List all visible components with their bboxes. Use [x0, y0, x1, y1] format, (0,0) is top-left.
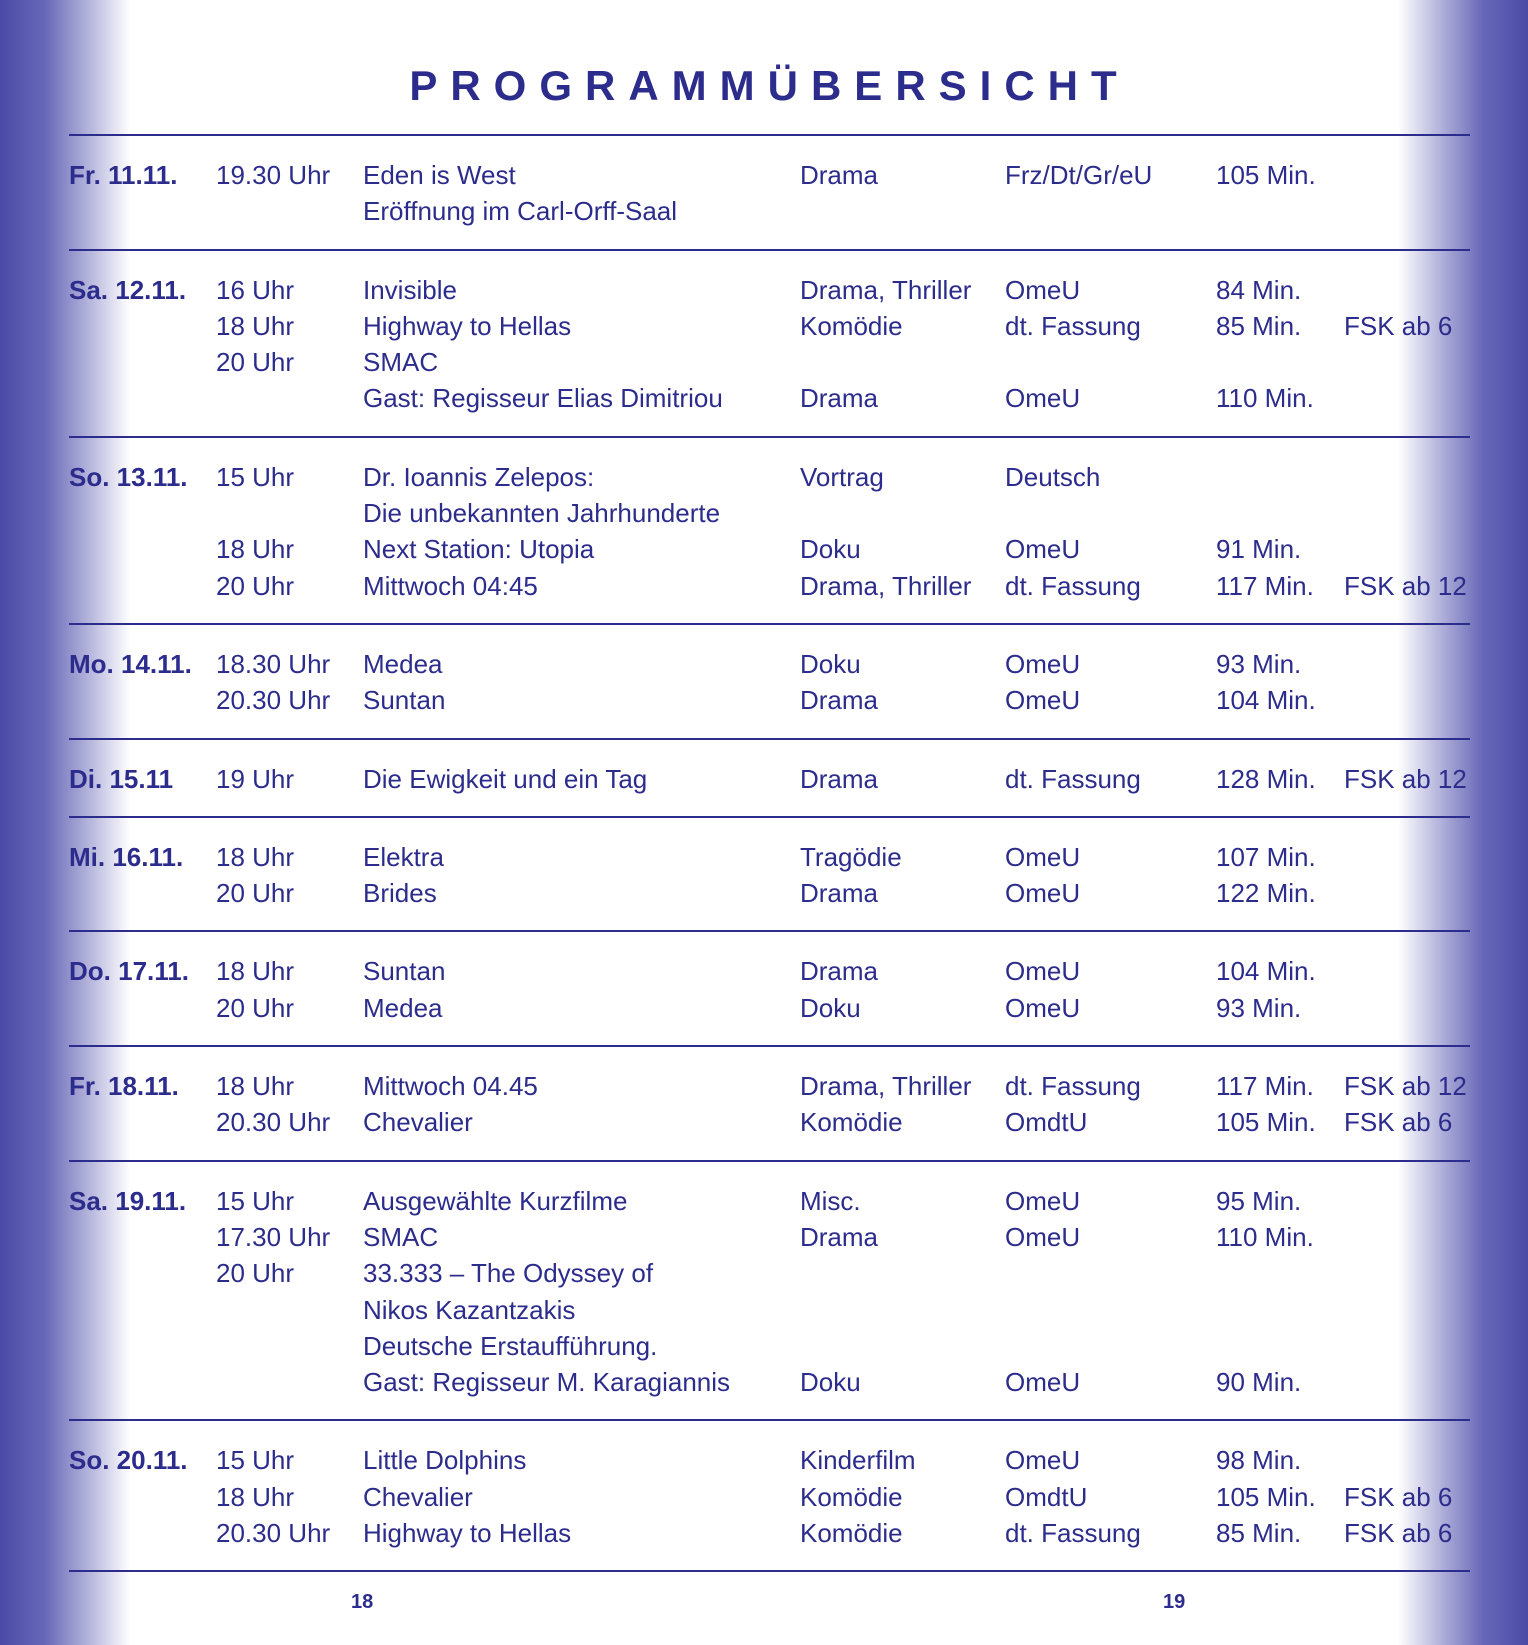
duration-cell — [1216, 1292, 1344, 1328]
screening-row — [69, 1104, 1470, 1140]
date-cell: Sa. 19.11. — [69, 1185, 187, 1216]
screening-row — [69, 839, 1470, 875]
duration-cell: 105 Min. — [1216, 1481, 1316, 1512]
duration-cell: 85 Min. — [1216, 310, 1302, 341]
language-cell — [1005, 344, 1216, 380]
screening-row — [69, 495, 1470, 531]
language-cell: OmeU — [1005, 648, 1081, 679]
fsk-rating-cell — [1344, 1255, 1470, 1291]
time-cell: 15 Uhr — [216, 461, 295, 492]
time-cell — [216, 1364, 363, 1400]
day-block — [69, 1421, 1470, 1572]
date-cell-empty — [69, 1328, 216, 1364]
language-cell: OmeU — [1005, 1445, 1081, 1476]
title-cell: Medea — [363, 992, 443, 1023]
screening-row — [69, 1328, 1470, 1364]
language-cell: OmeU — [1005, 841, 1081, 872]
language-cell: OmeU — [1005, 1221, 1081, 1252]
date-cell: Fr. 18.11. — [69, 1071, 179, 1102]
screening-row — [69, 1255, 1470, 1291]
time-cell: 19 Uhr — [216, 763, 295, 794]
language-cell: OmeU — [1005, 956, 1081, 987]
duration-cell: 91 Min. — [1216, 534, 1302, 565]
time-cell: 16 Uhr — [216, 274, 295, 305]
duration-cell: 105 Min. — [1216, 160, 1316, 190]
duration-cell: 117 Min. — [1216, 570, 1314, 601]
time-cell: 20 Uhr — [216, 570, 295, 601]
day-block — [69, 1162, 1470, 1422]
language-cell — [1005, 495, 1216, 531]
title-cell: Little Dolphins — [363, 1445, 527, 1476]
date-cell-empty — [69, 193, 216, 229]
language-cell: OmeU — [1005, 878, 1081, 909]
time-cell — [216, 380, 363, 416]
duration-cell: 90 Min. — [1216, 1367, 1302, 1398]
duration-cell: 128 Min. — [1216, 763, 1316, 794]
title-cell: Deutsche Erstaufführung. — [363, 1330, 658, 1361]
duration-cell — [1216, 495, 1344, 531]
time-cell: 18 Uhr — [216, 841, 295, 872]
language-cell: dt. Fassung — [1005, 763, 1141, 794]
fsk-rating-cell — [1344, 344, 1470, 380]
fsk-rating-cell — [1344, 157, 1470, 193]
screening-row — [69, 1292, 1470, 1328]
day-block — [69, 136, 1470, 251]
date-cell-empty — [69, 875, 216, 911]
duration-cell — [1216, 344, 1344, 380]
time-cell: 15 Uhr — [216, 1445, 295, 1476]
time-cell: 18 Uhr — [216, 1481, 295, 1512]
fsk-rating-cell: FSK ab 6 — [1344, 310, 1453, 341]
time-cell: 18 Uhr — [216, 1071, 295, 1102]
duration-cell: 85 Min. — [1216, 1518, 1302, 1549]
language-cell: OmeU — [1005, 534, 1081, 565]
genre-cell — [800, 344, 1005, 380]
screening-row — [69, 193, 1470, 229]
duration-cell: 95 Min. — [1216, 1185, 1302, 1216]
title-cell: Medea — [363, 648, 443, 679]
genre-cell: Tragödie — [800, 841, 902, 872]
title-cell: Die Ewigkeit und ein Tag — [363, 763, 648, 794]
duration-cell: 98 Min. — [1216, 1445, 1302, 1476]
duration-cell — [1216, 459, 1344, 495]
time-cell: 18.30 Uhr — [216, 648, 331, 679]
genre-cell — [800, 1328, 1005, 1364]
screening-row — [69, 682, 1470, 718]
day-block — [69, 625, 1470, 740]
time-cell: 18 Uhr — [216, 310, 295, 341]
genre-cell — [800, 1292, 1005, 1328]
title-cell: 33.333 – The Odyssey of — [363, 1258, 654, 1289]
date-cell-empty — [69, 990, 216, 1026]
language-cell — [1005, 1328, 1216, 1364]
fsk-rating-cell — [1344, 193, 1470, 229]
day-block — [69, 1047, 1470, 1162]
time-cell: 20 Uhr — [216, 992, 295, 1023]
duration-cell: 105 Min. — [1216, 1107, 1316, 1138]
language-cell: OmeU — [1005, 1185, 1081, 1216]
page-title: PROGRAMMÜBERSICHT — [409, 62, 1130, 109]
title-cell: Elektra — [363, 841, 444, 872]
duration-cell: 110 Min. — [1216, 383, 1314, 414]
time-cell: 18 Uhr — [216, 956, 295, 987]
time-cell: 20.30 Uhr — [216, 1107, 331, 1138]
date-cell-empty — [69, 568, 216, 604]
fsk-rating-cell: FSK ab 6 — [1344, 1481, 1453, 1512]
fsk-rating-cell — [1344, 646, 1470, 682]
genre-cell: Drama — [800, 383, 879, 414]
day-block — [69, 932, 1470, 1047]
fsk-rating-cell — [1344, 495, 1470, 531]
screening-row — [69, 1515, 1470, 1551]
genre-cell — [800, 495, 1005, 531]
screening-row — [69, 646, 1470, 682]
genre-cell: Drama, Thriller — [800, 1071, 972, 1102]
fsk-rating-cell — [1344, 1442, 1470, 1478]
day-block — [69, 740, 1470, 818]
date-cell: So. 20.11. — [69, 1445, 188, 1476]
time-cell — [216, 495, 363, 531]
genre-cell: Drama — [800, 685, 879, 716]
screening-row — [69, 761, 1470, 797]
time-cell: 20 Uhr — [216, 347, 295, 378]
time-cell: 20.30 Uhr — [216, 1518, 331, 1549]
date-cell-empty — [69, 1364, 216, 1400]
duration-cell — [1216, 1255, 1344, 1291]
date-cell-empty — [69, 531, 216, 567]
day-block — [69, 438, 1470, 625]
fsk-rating-cell — [1344, 459, 1470, 495]
language-cell: dt. Fassung — [1005, 1518, 1141, 1549]
schedule-table — [69, 134, 1470, 1572]
title-cell: Highway to Hellas — [363, 1518, 572, 1549]
screening-row — [69, 157, 1470, 193]
language-cell: OmeU — [1005, 685, 1081, 716]
page-number-right: 19 — [1163, 1591, 1186, 1613]
language-cell: dt. Fassung — [1005, 1071, 1141, 1102]
time-cell: 20 Uhr — [216, 878, 295, 909]
duration-cell: 122 Min. — [1216, 878, 1316, 909]
genre-cell: Doku — [800, 1367, 861, 1398]
date-cell-empty — [69, 380, 216, 416]
fsk-rating-cell: FSK ab 12 — [1344, 763, 1467, 794]
genre-cell: Misc. — [800, 1185, 861, 1216]
title-cell: Suntan — [363, 956, 446, 987]
fsk-rating-cell — [1344, 1219, 1470, 1255]
screening-row — [69, 1479, 1470, 1515]
fsk-rating-cell — [1344, 839, 1470, 875]
title-cell: Dr. Ioannis Zelepos: — [363, 461, 595, 492]
time-cell — [216, 193, 363, 229]
title-cell: Ausgewählte Kurzfilme — [363, 1185, 628, 1216]
fsk-rating-cell — [1344, 380, 1470, 416]
duration-cell: 84 Min. — [1216, 274, 1302, 305]
duration-cell — [1216, 1328, 1344, 1364]
fsk-rating-cell — [1344, 272, 1470, 308]
fsk-rating-cell — [1344, 1292, 1470, 1328]
date-cell-empty — [69, 1104, 216, 1140]
fsk-rating-cell — [1344, 1183, 1470, 1219]
date-cell: Fr. 11.11. — [69, 160, 178, 190]
time-cell — [216, 1328, 363, 1364]
title-cell: Highway to Hellas — [363, 310, 572, 341]
time-cell — [216, 1292, 363, 1328]
date-cell: Do. 17.11. — [69, 956, 189, 987]
title-cell: SMAC — [363, 347, 439, 378]
time-cell: 20.30 Uhr — [216, 685, 331, 716]
time-cell: 18 Uhr — [216, 534, 295, 565]
title-cell: Chevalier — [363, 1107, 473, 1138]
screening-row — [69, 1219, 1470, 1255]
genre-cell: Doku — [800, 992, 861, 1023]
screening-row — [69, 1364, 1470, 1400]
date-cell-empty — [69, 1219, 216, 1255]
title-cell: Nikos Kazantzakis — [363, 1294, 576, 1325]
date-cell-empty — [69, 1292, 216, 1328]
screening-row — [69, 953, 1470, 989]
fsk-rating-cell — [1344, 875, 1470, 911]
language-cell: OmdtU — [1005, 1481, 1088, 1512]
duration-cell: 107 Min. — [1216, 841, 1316, 872]
time-cell: 19.30 Uhr — [216, 160, 331, 190]
time-cell: 15 Uhr — [216, 1185, 295, 1216]
time-cell: 20 Uhr — [216, 1258, 295, 1289]
date-cell: Di. 15.11 — [69, 763, 174, 794]
title-cell: Next Station: Utopia — [363, 534, 595, 565]
genre-cell: Komödie — [800, 1518, 903, 1549]
language-cell: Frz/Dt/Gr/eU — [1005, 160, 1153, 190]
title-cell: Invisible — [363, 274, 457, 305]
title-cell: Die unbekannten Jahrhunderte — [363, 498, 721, 529]
date-cell: Mi. 16.11. — [69, 841, 184, 872]
date-cell: So. 13.11. — [69, 461, 188, 492]
screening-row — [69, 459, 1470, 495]
fsk-rating-cell — [1344, 531, 1470, 567]
title-cell: Mittwoch 04.45 — [363, 1071, 538, 1102]
genre-cell: Drama — [800, 878, 879, 909]
fsk-rating-cell: FSK ab 12 — [1344, 1071, 1467, 1102]
duration-cell: 110 Min. — [1216, 1221, 1314, 1252]
screening-row — [69, 344, 1470, 380]
duration-cell: 104 Min. — [1216, 956, 1316, 987]
genre-cell: Drama, Thriller — [800, 274, 972, 305]
day-block — [69, 251, 1470, 438]
title-cell: Brides — [363, 878, 437, 909]
language-cell: OmeU — [1005, 1367, 1081, 1398]
date-cell-empty — [69, 1479, 216, 1515]
fsk-rating-cell — [1344, 990, 1470, 1026]
duration-cell: 104 Min. — [1216, 685, 1316, 716]
genre-cell: Komödie — [800, 1107, 903, 1138]
title-cell: Gast: Regisseur Elias Dimitriou — [363, 383, 723, 414]
day-block — [69, 818, 1470, 933]
title-cell: Eröffnung im Carl-Orff-Saal — [363, 196, 678, 227]
genre-cell: Drama — [800, 160, 879, 190]
language-cell: OmeU — [1005, 274, 1081, 305]
language-cell: OmdtU — [1005, 1107, 1088, 1138]
screening-row — [69, 380, 1470, 416]
genre-cell: Drama — [800, 763, 879, 794]
title-cell: Suntan — [363, 685, 446, 716]
time-cell: 17.30 Uhr — [216, 1221, 331, 1252]
duration-cell: 93 Min. — [1216, 648, 1302, 679]
date-cell-empty — [69, 1515, 216, 1551]
genre-cell — [800, 1255, 1005, 1291]
screening-row — [69, 568, 1470, 604]
screening-row — [69, 308, 1470, 344]
screening-row — [69, 1442, 1470, 1478]
title-cell: Eden is West — [363, 160, 516, 190]
genre-cell: Kinderfilm — [800, 1445, 916, 1476]
screening-row — [69, 1068, 1470, 1104]
fsk-rating-cell: FSK ab 6 — [1344, 1518, 1453, 1549]
fsk-rating-cell — [1344, 682, 1470, 718]
genre-cell: Komödie — [800, 1481, 903, 1512]
language-cell: dt. Fassung — [1005, 310, 1141, 341]
date-cell-empty — [69, 308, 216, 344]
screening-row — [69, 990, 1470, 1026]
fsk-rating-cell — [1344, 1364, 1470, 1400]
duration-cell: 93 Min. — [1216, 992, 1302, 1023]
title-cell: Gast: Regisseur M. Karagiannis — [363, 1367, 731, 1398]
screening-row — [69, 272, 1470, 308]
genre-cell: Drama — [800, 956, 879, 987]
language-cell: Deutsch — [1005, 461, 1101, 492]
screening-row — [69, 1183, 1470, 1219]
genre-cell — [800, 193, 1005, 229]
screening-row — [69, 531, 1470, 567]
language-cell — [1005, 193, 1216, 229]
genre-cell: Komödie — [800, 310, 903, 341]
title-cell: SMAC — [363, 1221, 439, 1252]
language-cell — [1005, 1292, 1216, 1328]
date-cell-empty — [69, 1255, 216, 1291]
genre-cell: Drama — [800, 1221, 879, 1252]
language-cell — [1005, 1255, 1216, 1291]
title-cell: Chevalier — [363, 1481, 473, 1512]
date-cell-empty — [69, 682, 216, 718]
duration-cell: 117 Min. — [1216, 1071, 1314, 1102]
title-cell: Mittwoch 04:45 — [363, 570, 538, 601]
genre-cell: Doku — [800, 534, 861, 565]
genre-cell: Vortrag — [800, 461, 884, 492]
genre-cell: Drama, Thriller — [800, 570, 972, 601]
duration-cell — [1216, 193, 1344, 229]
fsk-rating-cell — [1344, 953, 1470, 989]
date-cell-empty — [69, 344, 216, 380]
fsk-rating-cell: FSK ab 12 — [1344, 570, 1467, 601]
genre-cell: Doku — [800, 648, 861, 679]
language-cell: dt. Fassung — [1005, 570, 1141, 601]
language-cell: OmeU — [1005, 383, 1081, 414]
screening-row — [69, 875, 1470, 911]
date-cell: Sa. 12.11. — [69, 274, 187, 305]
date-cell: Mo. 14.11. — [69, 648, 192, 679]
fsk-rating-cell: FSK ab 6 — [1344, 1107, 1453, 1138]
page-number-left: 18 — [351, 1591, 374, 1613]
date-cell-empty — [69, 495, 216, 531]
language-cell: OmeU — [1005, 992, 1081, 1023]
fsk-rating-cell — [1344, 1328, 1470, 1364]
